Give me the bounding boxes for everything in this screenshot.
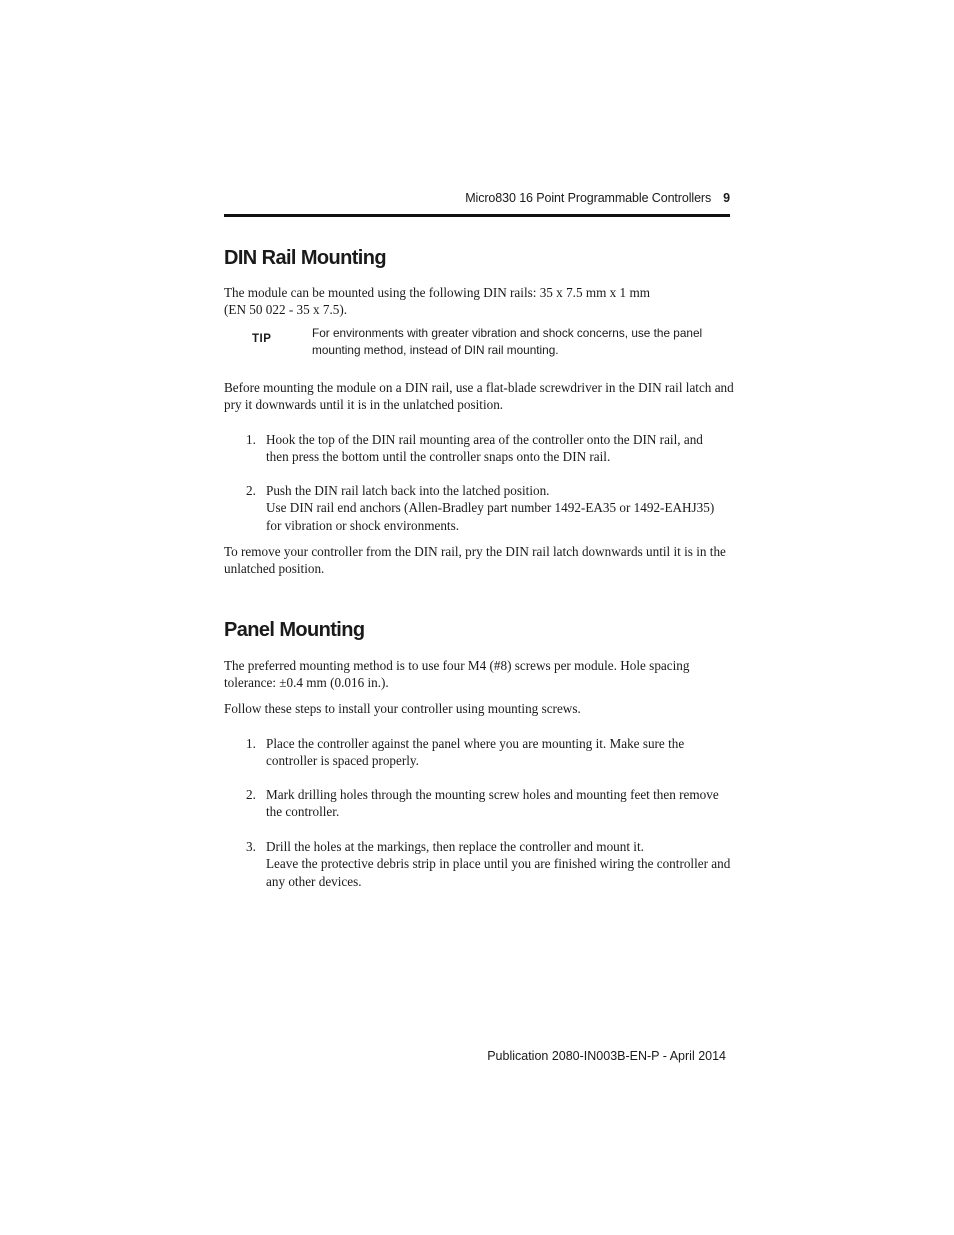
step-line: Use DIN rail end anchors (Allen-Bradley part number 1492-EA35 or 1492-EAHJ35)	[266, 500, 715, 516]
din-intro-paragraph	[224, 284, 734, 319]
din-remove-line-1: To remove your controller from the DIN rail, pry the DIN rail latch downwards until it is in the	[224, 544, 726, 559]
step-number: 1.	[246, 736, 256, 751]
panel-intro-line-1: The preferred mounting method is to use four M4 (#8) screws per module. Hole spacing	[224, 658, 690, 673]
din-intro-line-2: (EN 50 022 - 35 x 7.5).	[224, 302, 348, 318]
step-line: Leave the protective debris strip in place until you are finished wiring the controller and	[266, 856, 731, 872]
panel-intro-line-2: tolerance: ±0.4 mm (0.016 in.).	[224, 675, 389, 691]
step-text	[266, 482, 734, 534]
step-line: Place the controller against the panel where you are mounting it. Make sure the	[266, 736, 685, 751]
step-line: Mark drilling holes through the mounting screw holes and mounting feet then remove	[266, 787, 719, 802]
din-before-line-2: pry it downwards until it is in the unlatched position.	[224, 397, 504, 413]
step-line: controller is spaced properly.	[266, 753, 419, 769]
step-text	[266, 735, 734, 770]
din-before-line-1: Before mounting the module on a DIN rail, use a flat-blade screwdriver in the DIN rail latch and	[224, 380, 734, 395]
din-remove-line-2: unlatched position.	[224, 561, 325, 577]
step-line: Push the DIN rail latch back into the latched position.	[266, 483, 550, 498]
panel-mounting-heading: Panel Mounting	[224, 619, 365, 641]
step-line: the controller.	[266, 804, 340, 820]
running-header	[224, 191, 730, 205]
step-number: 2.	[246, 787, 256, 802]
publication-footer: Publication 2080-IN003B-EN-P - April 2014	[487, 1049, 726, 1063]
step-number: 3.	[246, 839, 256, 854]
tip-label: TIP	[252, 333, 272, 345]
step-text	[266, 431, 734, 466]
step-text	[266, 786, 734, 821]
step-line: then press the bottom until the controller snaps onto the DIN rail.	[266, 449, 611, 465]
header-rule	[224, 214, 730, 217]
step-number: 2.	[246, 483, 256, 498]
panel-intro-paragraph	[224, 657, 734, 692]
tip-text	[312, 325, 732, 359]
page-number: 9	[723, 191, 730, 205]
step-line: for vibration or shock environments.	[266, 517, 460, 533]
step-number: 1.	[246, 432, 256, 447]
tip-line-2: mounting method, instead of DIN rail mounting.	[312, 343, 559, 357]
header-title: Micro830 16 Point Programmable Controllers	[465, 191, 712, 205]
step-line: Hook the top of the DIN rail mounting area of the controller onto the DIN rail, and	[266, 432, 703, 447]
din-before-paragraph	[224, 379, 734, 414]
din-remove-paragraph	[224, 543, 734, 578]
din-rail-heading: DIN Rail Mounting	[224, 247, 386, 269]
step-line: Drill the holes at the markings, then replace the controller and mount it.	[266, 839, 644, 854]
step-line: any other devices.	[266, 873, 362, 889]
tip-line-1: For environments with greater vibration and shock concerns, use the panel	[312, 326, 703, 340]
step-text	[266, 838, 734, 890]
din-intro-line-1: The module can be mounted using the following DIN rails: 35 x 7.5 mm x 1 mm	[224, 285, 650, 300]
panel-follow-paragraph: Follow these steps to install your controller using mounting screws.	[224, 701, 581, 716]
